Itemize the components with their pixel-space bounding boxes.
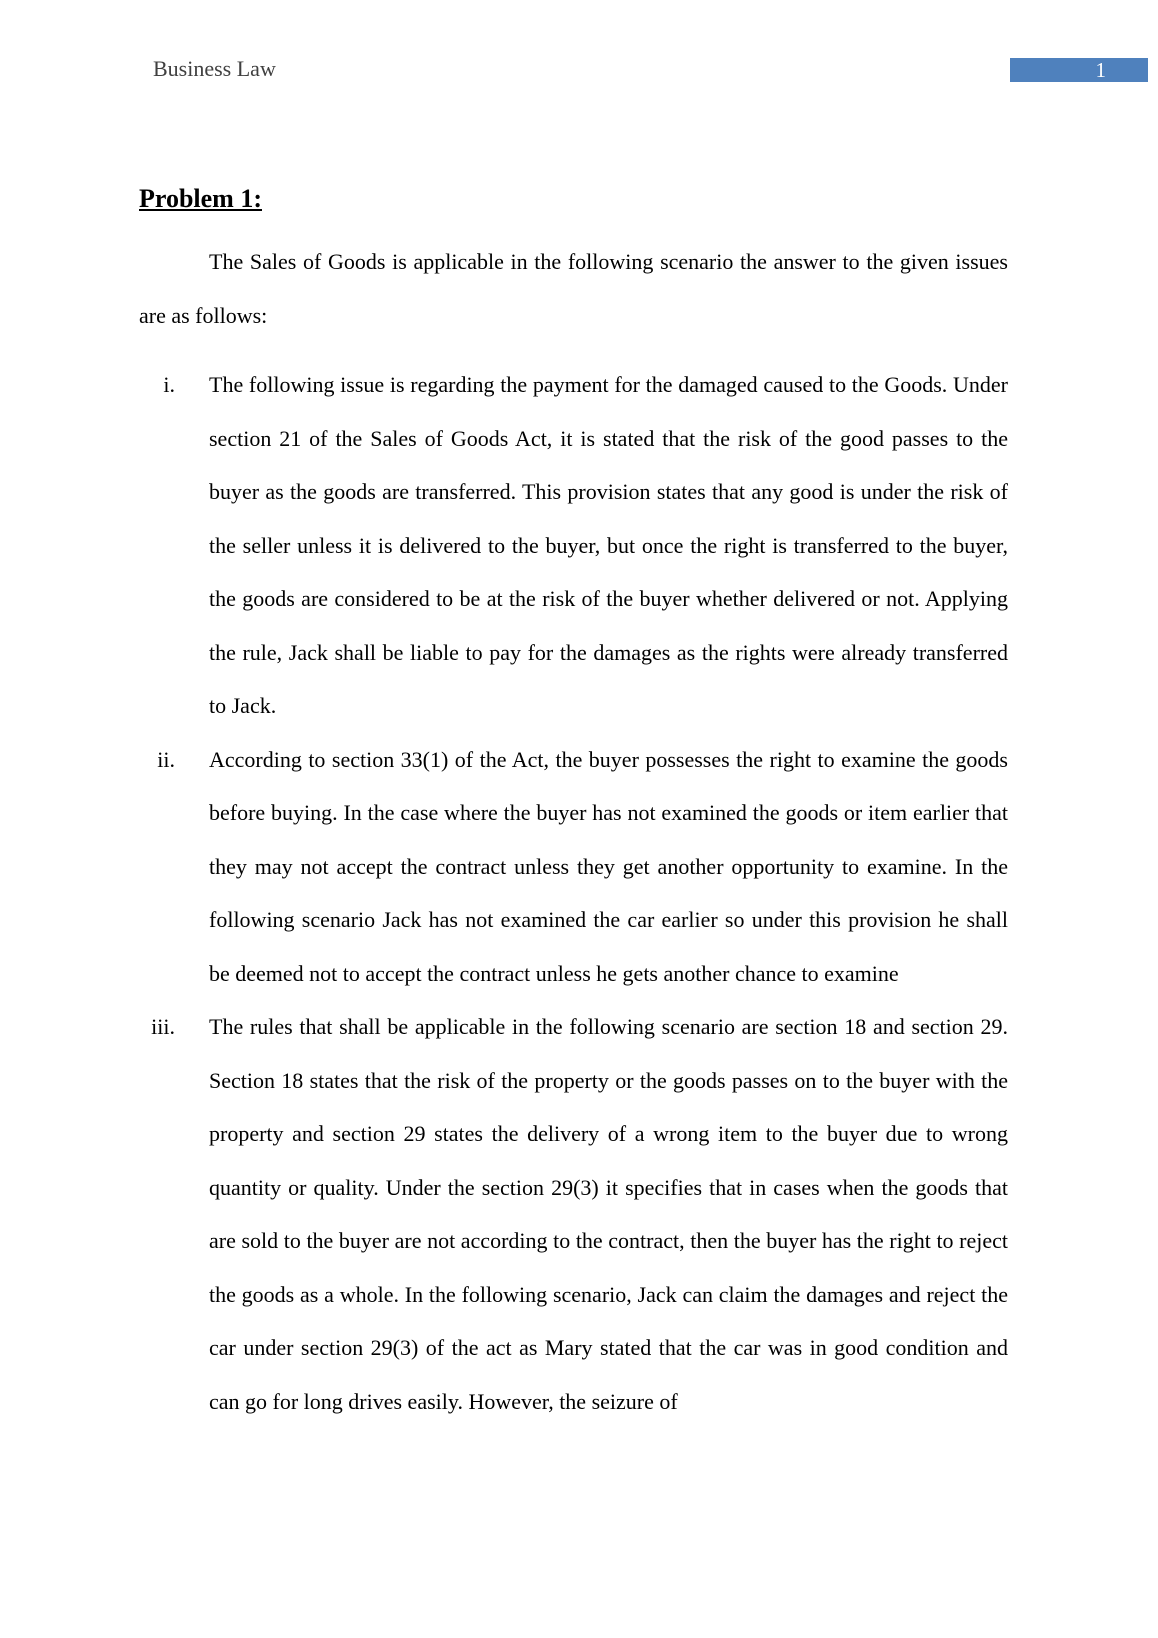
issue-item-i — [139, 358, 1008, 733]
issue-item-iii — [139, 1000, 1008, 1428]
issue-text: According to section 33(1) of the Act, the buyer possesses the right to examine the goods before buying. In the case where the buyer has not examined the goods or item earlier that they may not accept the contract unless they get another opportunity to examine. In the following scenario Jack has not examined the car earlier so under this provision he shall be deemed not to accept the contract unless he gets another chance to examine — [209, 746, 1008, 986]
issue-number: iii. — [151, 1014, 175, 1039]
issue-item-ii — [139, 733, 1008, 1001]
problem-heading: Problem 1: — [139, 184, 262, 213]
running-header-title: Business Law — [153, 56, 276, 81]
issue-list — [139, 358, 1008, 1428]
document-body — [139, 235, 1008, 1428]
page-number-badge: 1 — [1010, 58, 1148, 82]
issue-text: The following issue is regarding the payment for the damaged caused to the Goods. Under section 21 of the Sales of Goods Act, it is stated that the risk of the good passes to the buyer as the goods are transferred. This provision states that any good is under the risk of the seller unless it is delivered to the buyer, but once the right is transferred to the buyer, the goods are considered to be at the risk of the buyer whether delivered or not. Applying the rule, Jack shall be liable to pay for the damages as the rights were already transferred to Jack. — [209, 372, 1008, 718]
issue-number: i. — [163, 372, 175, 397]
issue-number: ii. — [157, 746, 175, 772]
issue-text: The rules that shall be applicable in the following scenario are section 18 and section 29. Section 18 states that the risk of the property or the goods passes on to the buyer with the property and section 29 states the delivery of a wrong item to the buyer due to wrong quantity or quality. Under the section 29(3) it specifies that in cases when the goods that are sold to the buyer are not according to the contract, then the buyer has the right to reject the goods as a whole. In the following scenario, Jack can claim the damages and reject the car under section 29(3) of the act as Mary stated that the car was in good condition and can go for long drives easily. However, the seizure of — [209, 1014, 1008, 1414]
intro-paragraph: The Sales of Goods is applicable in the following scenario the answer to the given issues are as follows: — [139, 249, 1008, 328]
